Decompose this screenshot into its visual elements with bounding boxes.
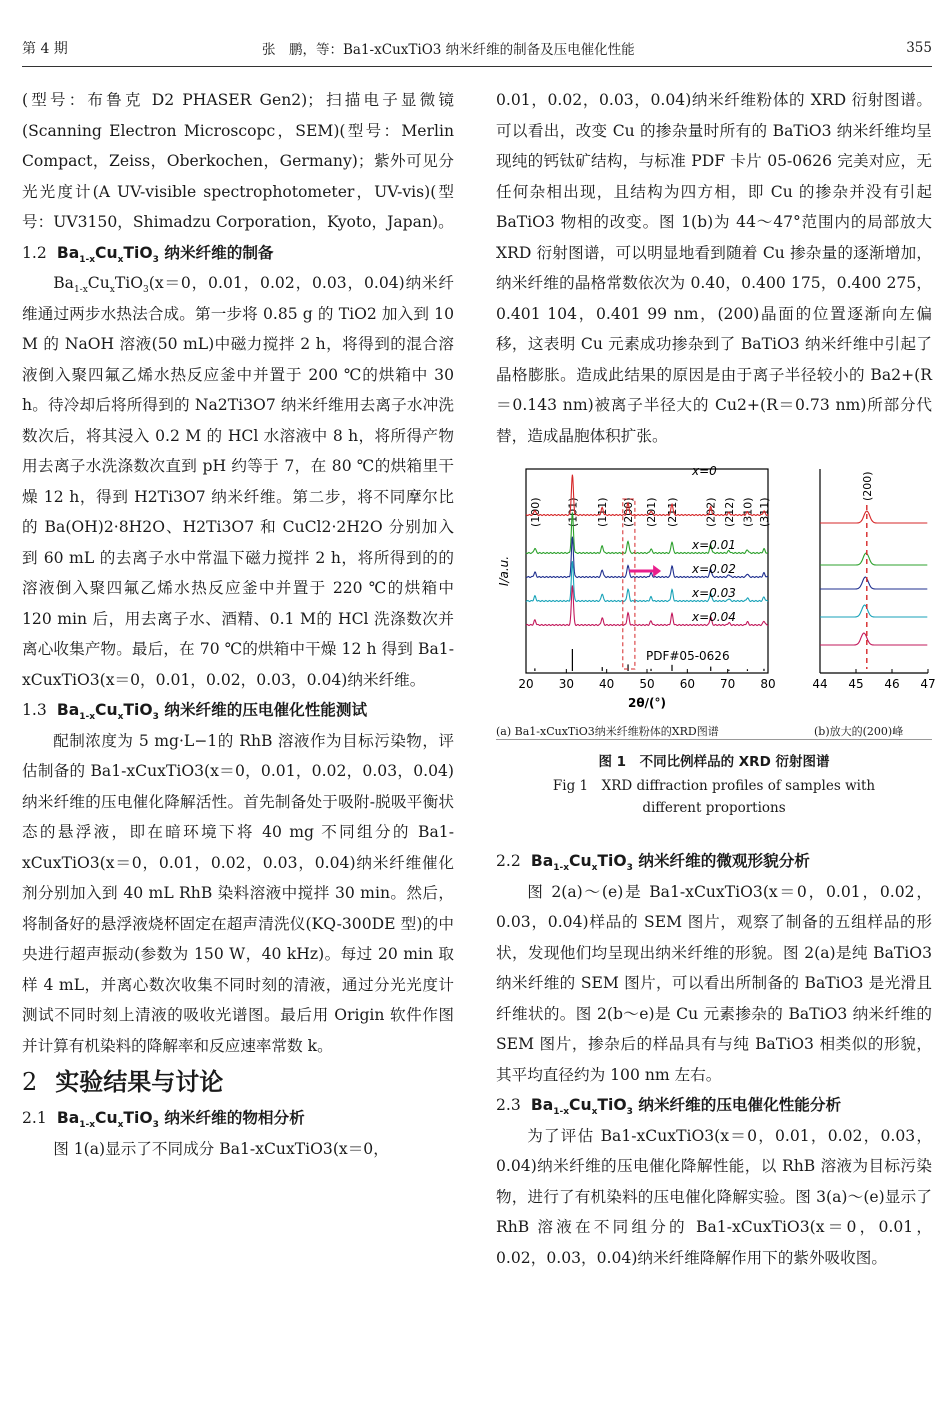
paragraph: 图 2(a)～(e)是 Ba1-xCuxTiO3(x＝0，0.01，0.02，0.03，0.04)样品的 SEM 图片，观察了制备的五组样品的形状，发现他们均呈现出纳米纤维的形貌。图 2(a)是纯 BaTiO3 纳米纤维的 SEM 图片，可以看出所制备的 BaTiO3 是光滑且纤维状的。图 2(b～e)是 Cu 元素掺杂的 BaTiO3 纳米纤维的 SEM 图片，掺杂后的样品具有与纯 BaTiO3 相类似的形貌，其平均直径约为 100 nm 左右。 [496,882,932,1084]
section-heading-1-2: 1.2 $Ba_{1-x}Cu_xTiO_3$ 纳米纤维的制备 [22,243,274,265]
series-label: x=0.03 [692,586,736,600]
paragraph: $Ba_{1-x}Cu_xTiO_3(x=0$，0.01，0.02，0.03，0.04)纳米纤维通过两步水热法合成。第一步将 0.85 g 的 TiO2 加入到 10 M 的 NaOH 溶液(50 mL)中磁力搅拌 2 h，将得到的混合溶液倒入聚四氟乙烯水热反应釜中并置于 200 ℃的烘箱中 30 h。待冷却后将所得到的 Na2Ti3O7 纳米纤维用去离子水冲洗数次后，将其浸入 0.2 M 的 HCl 水溶液中 8 h，将所得产物用去离子水洗涤数次直到 pH 约等于 7，在 80 ℃的烘箱里干燥 12 h，得到 H2Ti3O7 纳米纤维。第二步，将不同摩尔比的 Ba(OH)2·8H2O、H2Ti3O7 和 CuCl2·2H2O 分别加入到 60 mL 的去离子水中常温下磁力搅拌 2 h，将所得到的的溶液倒入聚四氟乙烯水热反应釜中并置于 220 ℃的烘箱中 120 min 后，用去离子水、酒精、0.1 M的 HCl 洗涤数次并离心收集产物。最后，在 70 ℃的烘箱中干燥 12 h 得到 Ba1-xCuxTiO3(x＝0，0.01，0.02，0.03，0.04)纳米纤维。 [22,274,454,689]
running-title: 张 鹏，等：Ba1-xCuxTiO3 纳米纤维的制备及压电催化性能 [262,42,635,58]
caption-b: (b)放大的(200)峰 [814,725,904,738]
page-number: 355 [906,40,932,56]
x-axis-label-a: 2θ/(°) [628,696,666,710]
paragraph: 0.01，0.02，0.03，0.04)纳米纤维粉体的 XRD 衍射图谱。可以看出，改变 Cu 的掺杂量时所有的 BaTiO3 纳米纤维均呈现纯的钙钛矿结构，与标准 PDF 卡片 05-0626 完美对应，无任何杂相出现，且结构为四方相，即 Cu 的掺杂并没有引起 BaTiO3 物相的改变。图 1(b)为 44～47°范围内的局部放大 XRD 衍射图谱，可以明显地看到随着 Cu 掺杂量的逐渐增加，纳米纤维的晶格常数依次为 0.40，0.400 175，0.400 275，0.401 104，0.401 99 nm，(200)晶面的位置逐渐向左偏移，这表明 Cu 元素成功掺杂到了 BaTiO3 纳米纤维中引起了晶格膨胀。造成此结果的原因是由于离子半径较小的 Ba2+(R＝0.143 nm)被离子半径大的 Cu2+(R＝0.73 nm)所部分代替，造成晶胞体积扩张。 [496,91,932,445]
x-tick-label-a: 50 [639,677,655,691]
right-column [496,85,936,1273]
peak-label: (310) [741,497,755,527]
section-heading-2-3: 2.3 $Ba_{1-x}Cu_xTiO_3$ 纳米纤维的压电催化性能分析 [496,1096,842,1118]
x-tick-label-a: 80 [760,677,776,691]
peak-label-b: (200) [860,471,874,501]
x-tick-label-a: 30 [558,677,574,691]
shift-arrowhead [653,565,661,577]
x-tick-label-b: 47 [920,677,936,691]
paragraph: 图 1(a)显示了不同成分 Ba1-xCuxTiO3(x＝0， [53,1139,389,1158]
section-heading-1-3: 1.3 $Ba_{1-x}Cu_xTiO_3$ 纳米纤维的压电催化性能测试 [22,701,368,723]
zoom-series-line [820,605,927,617]
peak-label: (212) [722,497,736,527]
x-tick-label-a: 70 [720,677,736,691]
paragraph: 配制浓度为 5 mg·L−1的 RhB 溶液作为目标污染物，评估制备的 Ba1-xCuxTiO3(x＝0，0.01，0.02，0.03，0.04)纳米纤维的压电催化降解活性。首先制备处于吸附-脱吸平衡状态的悬浮液，即在暗环境下将 40 mg 不同组分的 Ba1-xCuxTiO3(x＝0，0.01，0.02，0.03，0.04)纳米纤维催化剂分别加入到 40 mL RhB 染料溶液中搅拌 30 min。然后，将制备好的悬浮液烧杯固定在超声清洗仪(KQ-300DE 型)的中央进行超声振动(参数为 150 W，40 kHz)。每过 20 min 取样 4 mL，并离心数次收集不同时刻的清液，通过分光光度计测试不同时刻上清液的吸收光谱图。最后用 Origin 软件作图并计算有机染料的降解率和反应速率常数 k。 [22,731,454,1055]
figure-title-en-2: different proportions [642,800,786,816]
series-label: x=0 [692,464,717,478]
x-tick-label-a: 20 [518,677,534,691]
reference-label: PDF#05-0626 [646,649,730,663]
series-label: x=0.02 [692,562,736,576]
xrd-chart [496,461,936,721]
running-header [22,30,932,60]
series-label: x=0.04 [692,610,736,624]
figure-title-en-1: Fig 1 XRD diffraction profiles of samples with [552,778,876,794]
caption-a: (a) Ba1-xCuxTiO3纳米纤维粉体的XRD图谱 [496,725,719,738]
zoom-series-line [820,633,927,645]
x-tick-label-b: 44 [812,677,828,691]
y-axis-label-a: I/a.u. [497,555,511,587]
peak-label: (211) [666,497,680,527]
figure-rule [496,739,932,740]
section-heading-2-1: 2.1 $Ba_{1-x}Cu_xTiO_3$ 纳米纤维的物相分析 [22,1109,305,1131]
peak-label: (101) [566,497,580,527]
series-label: x=0.01 [692,538,736,552]
x-tick-label-b: 46 [884,677,900,691]
issue-number: 第 4 期 [22,41,68,57]
peak-label: (100) [528,497,542,527]
left-column [22,85,454,1164]
x-tick-label-b: 45 [848,677,864,691]
zoom-series-line [820,577,927,589]
x-tick-label-a: 60 [679,677,695,691]
paragraph: (型号：布鲁克 D2 PHASER Gen2)；扫描电子显微镜(Scanning Electron Microscopc，SEM)(型号：Merlin Compact，Zeiss，Oberkochen，Germany)；紫外可见分光光度计(A UV-visible spectrophotometer，UV-vis)(型号：UV3150，Shimadzu Corporation，Kyoto，Japan)。 [22,91,454,231]
peak-label: (111) [596,497,610,527]
peak-label: (201) [645,497,659,527]
peak-label: (311) [757,497,771,527]
zoom-series-line [820,553,927,565]
header-rule [22,66,932,67]
section-heading-2-2: 2.2 $Ba_{1-x}Cu_xTiO_3$ 纳米纤维的微观形貌分析 [496,852,810,874]
figure-title-cn: 图 1 不同比例样品的 XRD 衍射图谱 [598,754,830,770]
peak-label: (202) [704,497,718,527]
x-tick-label-a: 40 [599,677,615,691]
figure-1 [496,451,936,846]
paragraph: 为了评估 Ba1-xCuxTiO3(x＝0，0.01，0.02，0.03，0.04)纳米纤维的压电催化降解性能，以 RhB 溶液为目标污染物，进行了有机染料的压电催化降解实验。图 3(a)～(e)显示了 RhB 溶液在不同组分的 Ba1-xCuxTiO3(x＝0，0.01，0.02，0.03，0.04)纳米纤维降解作用下的紫外吸收图。 [496,1126,932,1267]
peak-label: (200) [622,497,636,527]
chapter-heading-2: 2 实验结果与讨论 [22,1067,224,1096]
zoom-series-line [820,511,927,523]
